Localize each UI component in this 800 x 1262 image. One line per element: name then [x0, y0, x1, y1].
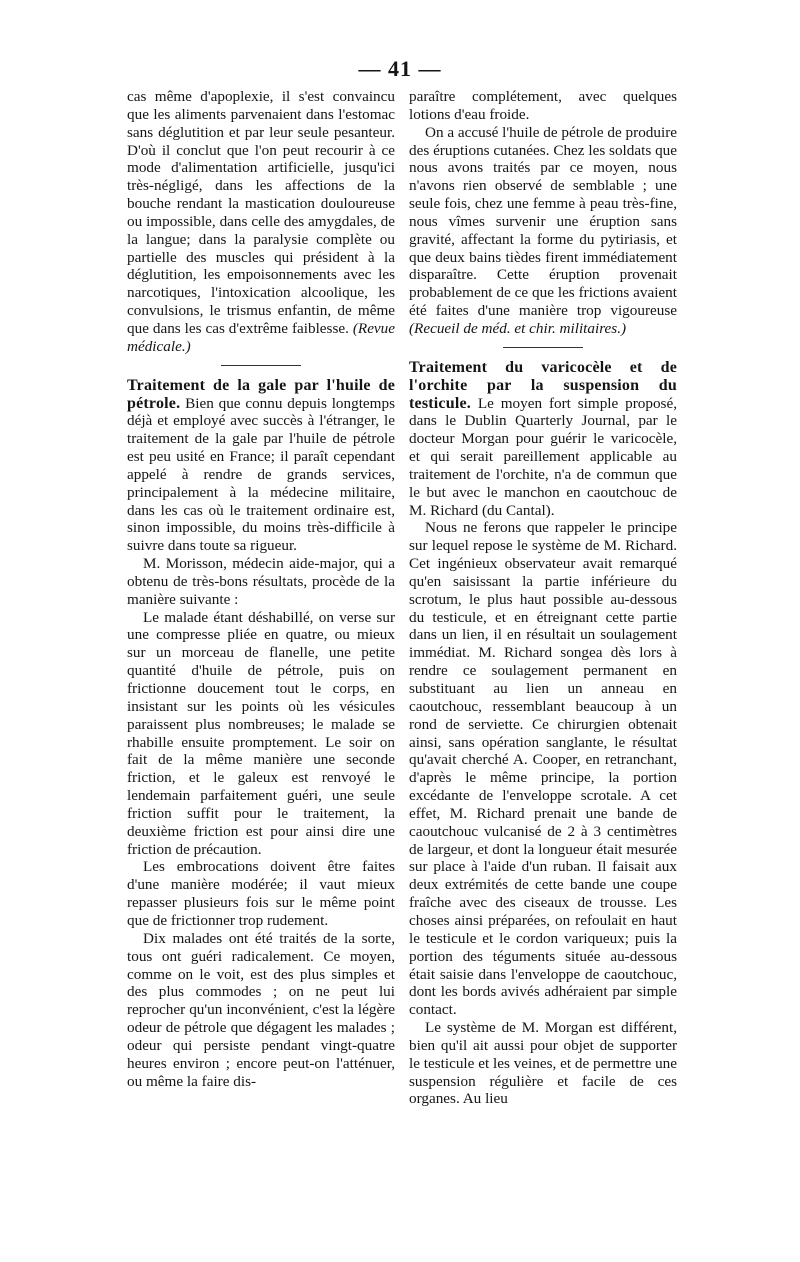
- paragraph: [409, 359, 677, 520]
- right-column: [409, 88, 677, 1108]
- paragraph: Les embrocations doivent être faites d'une manière modérée; il vaut mieux repasser plusieurs fois sur le même point que de frictionner trop rudement.: [127, 858, 395, 929]
- paragraph: M. Morisson, médecin aide-major, qui a obtenu de très-bons résultats, procède de la manière suivante :: [127, 555, 395, 608]
- left-column: [127, 88, 395, 1090]
- source-citation: (Revue médicale.): [127, 319, 396, 355]
- paragraph-text: Le moyen fort simple proposé, dans le Dublin Quarterly Journal, par le docteur Morgan pour guérir le varicocèle, et qui serait pareillement applicable au traitement de l'orchite, n'a de commun que le but avec le manchon en caoutchouc de M. Richard (du Cantal).: [409, 394, 677, 519]
- paragraph: [127, 377, 395, 555]
- paragraph: Le malade étant déshabillé, on verse sur une compresse pliée en quatre, ou mieux sur un morceau de flanelle, une petite quantité d'huile de pétrole, puis on frictionne doucement tout le corps, en insistant sur les points où les vésicules paraissent plus nombreuses; le malade se rhabille ensuite promptement. Le soir on fait de la même manière une seconde friction, et le galeux est renvoyé le lendemain parfaitement guéri, une seule friction suffit pour le traitement, la deuxième friction est pour ainsi dire une friction de précaution.: [127, 608, 395, 858]
- paragraph: [409, 124, 677, 338]
- paragraph-text: On a accusé l'huile de pétrole de produire des éruptions cutanées. Chez les soldats que nous avons traités par ce moyen, nous n'avons rien observé de semblable ; une seule fois, chez une femme à peau très-fine, nous vîmes survenir une éruption sans gravité, affectant la forme du pytiriasis, et que deux bains tièdes firent immédiatement disparaître. Cette éruption provenait probablement de ce que les frictions avaient été faites d'une manière trop vigoureuse: [409, 123, 677, 320]
- paragraph: Dix malades ont été traités de la sorte, tous ont guéri radicalement. Ce moyen, comme on le voit, est des plus simples et des plus commodes ; on ne peut lui reprocher qu'un inconvénient, c'est la légère odeur de pétrole que dégagent les malades ; odeur qui persiste pendant vingt-quatre heures environ ; encore peut-on l'atténuer, ou même la faire dis-: [127, 929, 395, 1090]
- section-title: Traitement de la gale par l'huile de pétrole.: [127, 376, 395, 412]
- source-citation: (Recueil de méd. et chir. militaires.): [409, 319, 627, 337]
- paragraph: Nous ne ferons que rappeler le principe sur lequel repose le système de M. Richard. Cet ingénieux observateur avait remarqué qu'en saisissant la partie inférieure du scrotum, le plus haut possible au-dessous du testicule, et en étreignant cette partie dans un lien, il en résultait un soulagement immédiat. M. Richard songea dès lors à rendre ce soulagement permanent en substituant au lien un anneau en caoutchouc, ressemblant beaucoup à un rond de serviette. Ce chirurgien obtenait ainsi, sans opération sanglante, le résultat qu'avait cherché A. Cooper, en retranchant, d'après le même principe, la portion excédante de l'enveloppe scrotale. A cet effet, M. Richard prenait une bande de caoutchouc vulcanisé de 2 à 3 centimètres de largeur, et dont la longueur était mesurée sur place à l'aide d'un ruban. Il faisait aux deux extrémités de cette bande une coupe fraîche avec des ciseaux de trousse. Les choses ainsi préparées, on refoulait en haut le testicule et le cordon variqueux; puis la portion des téguments située au-dessous était saisie dans l'enveloppe de caoutchouc, dont les bords avivés adhéraient par simple contact.: [409, 519, 677, 1019]
- paragraph: paraître complétement, avec quelques lotions d'eau froide.: [409, 88, 677, 123]
- paragraph: [127, 88, 395, 356]
- paragraph: Le système de M. Morgan est différent, bien qu'il ait aussi pour objet de supporter le testicule et les veines, et de permettre une suspension régulière et facile de ces organes. Au lieu: [409, 1019, 677, 1108]
- section-divider: [221, 365, 301, 366]
- paragraph-text: cas même d'apoplexie, il s'est convaincu que les aliments parvenaient dans l'estomac sans déglutition et par leur seule pesanteur. D'où il conclut que l'on peut recourir à ce mode d'alimentation artificielle, jusqu'ici très-négligé, dans les affections de la bouche rendant la mastication douloureuse ou impossible, dans celle des amygdales, de la langue; dans la paralysie complète ou partielle des muscles qui président à la déglutition, les empoisonnements avec les narcotiques, l'intoxication alcoolique, les convulsions, le trismus enfantin, de même que dans les cas d'extrême faiblesse.: [127, 88, 395, 337]
- paragraph-text: Bien que connu depuis longtemps déjà et employé avec succès à l'étranger, le traitement de la gale par l'huile de pétrole est peu usité en France; il paraît cependant appelé à rendre de grands services, principalement à la médecine militaire, dans les cas où le traitement ordinaire est, sinon impossible, du moins très-difficile à suivre dans toute sa rigueur.: [127, 394, 395, 555]
- section-title: Traitement du varicocèle et de l'orchite par la suspension du testicule.: [409, 358, 677, 412]
- section-divider: [503, 347, 583, 348]
- page-number: — 41 —: [358, 56, 442, 81]
